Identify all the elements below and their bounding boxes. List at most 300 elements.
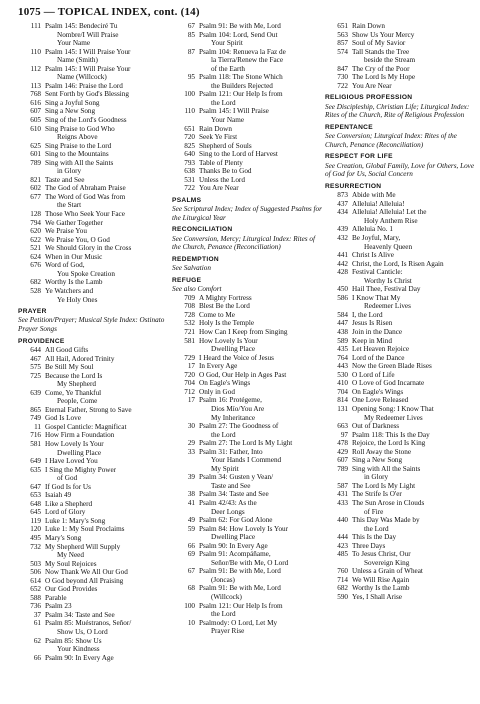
index-entry (18, 560, 168, 569)
index-entry (325, 405, 475, 422)
hymn-title (199, 525, 322, 542)
index-entry (18, 210, 168, 219)
hymn-title-line: Psalm 146: Praise the Lord (45, 81, 123, 90)
hymn-title-line: Name (Smith) (57, 56, 98, 65)
hymn-title-line: Soul of My Savior (352, 39, 406, 48)
index-entry (325, 319, 475, 328)
hymn-title (352, 567, 475, 576)
index-section (325, 183, 475, 602)
hymn-number: 704 (337, 387, 348, 396)
index-section (325, 153, 475, 179)
column-3 (325, 22, 475, 602)
hymn-number: 730 (337, 73, 348, 82)
hymn-title-line: the Lord (211, 610, 236, 619)
cross-reference: See Discipleship, Christian Life; Liturgical Index: Rites of the Church, Rite of Religious Profession (325, 102, 470, 120)
index-entry (172, 22, 322, 31)
hymn-title (45, 48, 168, 65)
hymn-title-line: Nombre/I Will Praise (57, 30, 119, 39)
hymn-number: 131 (337, 404, 348, 413)
hymn-title (45, 483, 168, 492)
section-title: RELIGIOUS PROFESSION (325, 94, 413, 102)
index-section (18, 308, 168, 334)
hymn-title-line: Psalm 42/43: As the (199, 498, 257, 507)
hymn-title (45, 491, 168, 500)
hymn-title-line: Hail Thee, Festival Day (352, 285, 421, 294)
index-entry (325, 354, 475, 363)
index-entry (18, 406, 168, 415)
hymn-number: 708 (184, 302, 195, 311)
hymn-title (199, 328, 322, 337)
hymn-title-line: the Lord (364, 524, 389, 533)
hymn-title (45, 457, 168, 466)
hymn-number: 716 (30, 431, 41, 440)
hymn-number: 624 (30, 252, 41, 261)
index-entry (18, 508, 168, 517)
hymn-title-line: the Builders Rejected (211, 81, 273, 90)
hymn-number: 440 (337, 516, 348, 525)
hymn-title (199, 422, 322, 439)
hymn-title (45, 389, 168, 406)
hymn-title-line: Isaiah 49 (45, 491, 72, 500)
hymn-number: 503 (30, 559, 41, 568)
hymn-title (352, 191, 475, 200)
hymn-title (45, 602, 168, 611)
hymn-number: 120 (30, 525, 41, 534)
hymn-title (352, 362, 475, 371)
index-entry (18, 525, 168, 534)
hymn-title-line: Sing with All the Saints (45, 158, 114, 167)
cross-reference: See Petition/Prayer; Musical Style Index: Ostinato Prayer Songs (18, 316, 165, 333)
hymn-title (45, 414, 168, 423)
hymn-title (45, 107, 168, 116)
hymn-title (45, 244, 168, 253)
hymn-title (352, 388, 475, 397)
hymn-title (45, 594, 168, 603)
hymn-title-line: Psalm 91: Be with Me, Lord (199, 584, 281, 593)
index-entry (325, 362, 475, 371)
hymn-title (199, 379, 322, 388)
hymn-number: 112 (30, 64, 41, 73)
hymn-title (352, 431, 475, 440)
section-title: REFUGE (172, 276, 202, 284)
hymn-number: 620 (30, 227, 41, 236)
index-entry (172, 396, 322, 422)
index-entry (18, 82, 168, 91)
hymn-title-line: Psalm 27: The Lord Is My Light (199, 439, 293, 448)
hymn-number: 10 (187, 618, 195, 627)
hymn-title-line: How Lovely Is Your (45, 439, 104, 448)
index-entry (325, 499, 475, 516)
hymn-title (199, 142, 322, 151)
hymn-title (352, 251, 475, 260)
hymn-number: 435 (337, 345, 348, 354)
hymn-title (45, 278, 168, 287)
hymn-title-line: How Can I Keep from Singing (199, 328, 288, 337)
hymn-title-line: In Every Age (199, 362, 238, 371)
hymn-title (352, 65, 475, 74)
hymn-title-line: Be Joyful, Mary, (352, 234, 401, 243)
hymn-title-line: Ye Holy Ones (57, 295, 98, 304)
hymn-title-line: Festival Canticle: (352, 268, 403, 277)
hymn-title (45, 355, 168, 364)
index-entry (172, 379, 322, 388)
index-entry (325, 22, 475, 31)
index-entry (325, 31, 475, 40)
hymn-title-line: of the Earth (211, 64, 245, 73)
hymn-title (352, 593, 475, 602)
hymn-number: 87 (187, 47, 195, 56)
hymn-title (45, 184, 168, 193)
hymn-number: 847 (337, 64, 348, 73)
hymn-number: 640 (184, 150, 195, 159)
hymn-title (352, 285, 475, 294)
hymn-number: 447 (337, 319, 348, 328)
hymn-title-line: Your Spirit (211, 39, 243, 48)
hymn-number: 110 (184, 107, 195, 116)
hymn-title-line: Holy Anthem Rise (364, 216, 418, 225)
hymn-title-line: Come to Me (199, 310, 235, 319)
hymn-number: 434 (337, 208, 348, 217)
index-entry (18, 176, 168, 185)
hymn-title-line: We Praise You, O God (45, 235, 110, 244)
hymn-title-line: Join in the Dance (352, 328, 403, 337)
hymn-title-line: Psalm 16: Protégeme, (199, 396, 262, 405)
hymn-number: 588 (30, 593, 41, 602)
index-entry (172, 150, 322, 159)
index-entry (325, 490, 475, 499)
hymn-title-line: Only in God (199, 387, 235, 396)
hymn-title-line: All Good Gifts (45, 345, 89, 354)
index-entry (18, 372, 168, 389)
hymn-number: 67 (187, 567, 195, 576)
hymn-title-line: Psalm 118: This Is the Day (352, 430, 430, 439)
hymn-title (199, 133, 322, 142)
hymn-number: 575 (30, 363, 41, 372)
hymn-number: 128 (30, 210, 41, 219)
hymn-title (45, 619, 168, 636)
hymn-title-line: Psalm 145: Bendeciré Tu (45, 22, 118, 30)
index-entry (172, 567, 322, 584)
hymn-number: 652 (30, 585, 41, 594)
section-title: REPENTANCE (325, 123, 373, 131)
hymn-number: 720 (184, 370, 195, 379)
index-entry (172, 337, 322, 354)
hymn-number: 574 (337, 47, 348, 56)
hymn-title-line: If God Is for Us (45, 482, 91, 491)
hymn-title-line: We Praise You (45, 227, 87, 236)
hymn-title-line: Luke 1: My Soul Proclaims (45, 525, 125, 534)
hymn-title (199, 31, 322, 48)
hymn-title-line: Unless the Lord (199, 175, 245, 184)
hymn-title-line: Three Days (352, 541, 386, 550)
hymn-number: 865 (30, 405, 41, 414)
hymn-title-line: Holy Is the Temple (199, 319, 255, 328)
index-entry (325, 593, 475, 602)
hymn-title (199, 490, 322, 499)
hymn-title-line: One Love Released (352, 396, 409, 405)
hymn-title-line: Alleluia! Alleluia! (352, 199, 405, 208)
hymn-title (352, 328, 475, 337)
index-entry (18, 99, 168, 108)
hymn-title-line: Reigns Above (57, 133, 98, 142)
hymn-number: 439 (337, 225, 348, 234)
hymn-title-line: All Hail, Adored Trinity (45, 354, 115, 363)
index-entry (325, 234, 475, 251)
hymn-title-line: Sing a New Song (45, 107, 96, 116)
hymn-title (199, 150, 322, 159)
hymn-number: 584 (337, 310, 348, 319)
hymn-title-line: Show Us, O Lord (57, 628, 108, 636)
hymn-number: 793 (184, 158, 195, 167)
hymn-title-line: Ye Watchers and (45, 286, 94, 295)
hymn-title-line: Rain Down (352, 22, 385, 30)
hymn-title-line: Sing a New Song (352, 456, 403, 465)
hymn-number: 714 (337, 575, 348, 584)
hymn-title-line: Psalm 23 (45, 602, 72, 611)
index-entry (18, 261, 168, 278)
hymn-number: 644 (30, 345, 41, 354)
hymn-number: 97 (340, 430, 348, 439)
hymn-title-line: Let Heaven Rejoice (352, 345, 410, 354)
hymn-title (199, 107, 322, 124)
hymn-number: 732 (30, 542, 41, 551)
hymn-number: 648 (30, 499, 41, 508)
hymn-title-line: Prayer Rise (211, 627, 245, 636)
hymn-number: 601 (30, 150, 41, 159)
index-entry (325, 542, 475, 551)
index-entry (325, 371, 475, 380)
index-entry (18, 457, 168, 466)
index-entry (172, 31, 322, 48)
hymn-number: 610 (30, 124, 41, 133)
index-entry (325, 567, 475, 576)
hymn-title-line: The Word of God Was from (45, 192, 126, 201)
index-entry (18, 346, 168, 355)
hymn-title-line: Shepherd of Souls (199, 141, 252, 150)
index-entry (172, 550, 322, 567)
hymn-title-line: of God (57, 474, 78, 483)
index-entry (18, 65, 168, 82)
hymn-title (45, 82, 168, 91)
hymn-title (45, 611, 168, 620)
hymn-title (352, 73, 475, 82)
hymn-title-line: My Shepherd (57, 380, 96, 389)
hymn-title-line: Lord of Glory (45, 508, 86, 517)
hymn-number: 111 (30, 22, 41, 30)
hymn-title-line: Jesus Is Risen (352, 319, 393, 328)
hymn-title (199, 319, 322, 328)
hymn-number: 760 (337, 567, 348, 576)
hymn-title-line: God Is Love (45, 414, 81, 423)
hymn-number: 589 (337, 336, 348, 345)
index-entry (172, 159, 322, 168)
hymn-title-line: My Soul Rejoices (45, 559, 97, 568)
hymn-title-line: Tall Stands the Tree (352, 47, 410, 56)
hymn-number: 651 (184, 124, 195, 133)
index-entry (18, 491, 168, 500)
hymn-title-line: I, the Lord (352, 310, 383, 319)
hymn-number: 764 (337, 353, 348, 362)
index-entry (18, 568, 168, 577)
hymn-title-line: On Eagle's Wings (352, 387, 404, 396)
index-entry (18, 637, 168, 654)
index-entry (325, 65, 475, 74)
hymn-title-line: Taste and See (45, 175, 85, 184)
hymn-title (199, 337, 322, 354)
index-entry (18, 585, 168, 594)
index-entry (18, 125, 168, 142)
hymn-number: 66 (33, 653, 41, 662)
hymn-title (199, 125, 322, 134)
hymn-title (199, 602, 322, 619)
hymn-title (352, 422, 475, 431)
hymn-number: 39 (187, 473, 195, 482)
hymn-title (199, 362, 322, 371)
hymn-number: 432 (337, 234, 348, 243)
hymn-number: 17 (187, 396, 195, 405)
index-entry (172, 90, 322, 107)
hymn-title-line: Seek Ye First (199, 133, 238, 142)
hymn-title-line: Your Hands I Commend (211, 456, 282, 465)
index-entry (325, 379, 475, 388)
hymn-title-line: I Have Loved You (45, 457, 98, 466)
hymn-title-line: Psalm 27: The Goodness of (199, 422, 279, 431)
cross-reference: See Salvation (172, 264, 211, 273)
hymn-title-line: Psalm 85: Show Us (45, 636, 102, 645)
index-entry (172, 362, 322, 371)
hymn-number: 647 (30, 482, 41, 491)
cross-reference: See Creation, Global Family, Love for Others, Love of God for Us, Social Concern (325, 161, 475, 179)
index-entry (325, 533, 475, 542)
hymn-number: 712 (184, 387, 195, 396)
hymn-number: 638 (184, 167, 195, 176)
index-entry (172, 73, 322, 90)
index-entry (18, 483, 168, 492)
index-entry (172, 176, 322, 185)
hymn-number: 789 (337, 464, 348, 473)
hymn-title-line: My Redeemer Lives (364, 413, 423, 422)
hymn-title-line: Abide with Me (352, 191, 396, 200)
hymn-title-line: Worthy Is Christ (364, 276, 412, 285)
hymn-title (352, 439, 475, 448)
hymn-number: 729 (184, 353, 195, 362)
hymn-title-line: You Are Near (352, 81, 392, 90)
hymn-title-line: Sing to the Mountains (45, 150, 109, 159)
hymn-title-line: Psalm 85: Muéstranos, Señor/ (45, 619, 132, 628)
hymn-number: 68 (187, 584, 195, 593)
hymn-number: 85 (187, 30, 195, 39)
section-title: PRAYER (18, 308, 47, 316)
hymn-title (199, 584, 322, 601)
hymn-title-line: Psalm 145: I Will Praise (199, 107, 269, 116)
index-entry (172, 142, 322, 151)
hymn-number: 444 (337, 533, 348, 542)
hymn-title-line: Yes, I Shall Arise (352, 592, 402, 601)
hymn-title (45, 142, 168, 151)
hymn-title-line: Sing with All the Saints (352, 464, 421, 473)
section-title: RESURRECTION (325, 182, 382, 190)
hymn-title (352, 294, 475, 311)
index-entry (18, 594, 168, 603)
index-entry (18, 107, 168, 116)
hymn-number: 66 (187, 541, 195, 550)
hymn-number: 581 (30, 439, 41, 448)
index-entry (325, 396, 475, 405)
hymn-title (352, 208, 475, 225)
section-title: PROVIDENCE (18, 337, 65, 345)
hymn-number: 437 (337, 199, 348, 208)
hymn-title-line: Because the Lord Is (45, 371, 103, 380)
hymn-title-line: beside the Stream (364, 56, 416, 65)
hymn-title (199, 396, 322, 422)
hymn-title-line: Psalm 34: Gusten y Vean/ (199, 473, 274, 482)
hymn-number: 69 (187, 550, 195, 559)
hymn-number: 441 (337, 251, 348, 260)
hymn-number: 722 (337, 81, 348, 90)
index-entry (18, 142, 168, 151)
hymn-title-line: Sing Praise to the Lord (45, 141, 112, 150)
hymn-number: 531 (184, 175, 195, 184)
index-entry (325, 422, 475, 431)
hymn-number: 736 (30, 602, 41, 611)
hymn-title-line: Parable (45, 593, 67, 602)
hymn-title-line: the Start (57, 201, 82, 210)
hymn-number: 590 (337, 592, 348, 601)
hymn-title-line: Now Thank We All Our God (45, 568, 128, 577)
hymn-title (352, 260, 475, 269)
section-title: RESPECT FOR LIFE (325, 153, 393, 161)
index-entry (325, 456, 475, 465)
index-entry (18, 355, 168, 364)
hymn-title-line: Dwelling Place (211, 345, 256, 354)
hymn-title (45, 534, 168, 543)
hymn-title-line: Name (Willcock) (57, 73, 107, 82)
index-entry (18, 193, 168, 210)
hymn-number: 720 (184, 133, 195, 142)
hymn-title (199, 294, 322, 303)
index-section (18, 338, 168, 663)
hymn-title (45, 585, 168, 594)
hymn-number: 581 (184, 336, 195, 345)
hymn-title-line: Come, Ye Thankful (45, 388, 102, 397)
index-entry (325, 208, 475, 225)
hymn-title (352, 584, 475, 593)
index-entry (172, 125, 322, 134)
index-entry (172, 354, 322, 363)
index-entry (172, 388, 322, 397)
hymn-title-line: How Lovely Is Your (199, 336, 258, 345)
hymn-title-line: O Love of God Incarnate (352, 379, 425, 388)
hymn-number: 41 (187, 498, 195, 507)
hymn-title (352, 516, 475, 533)
index-entry (325, 191, 475, 200)
index-entry (172, 319, 322, 328)
hymn-number: 438 (337, 328, 348, 337)
hymn-title-line: Dwelling Place (57, 448, 102, 457)
index-entry (18, 184, 168, 193)
index-entry (325, 439, 475, 448)
index-entry (325, 48, 475, 65)
hymn-title-line: Señor/Be with Me, O Lord (211, 558, 289, 567)
index-entry (18, 363, 168, 372)
hymn-title (45, 654, 168, 663)
hymn-title-line: Psalm 104: Lord, Send Out (199, 30, 278, 39)
hymn-title-line: You Spoke Creation (57, 269, 115, 278)
hymn-title-line: The Cry of the Poor (352, 64, 410, 73)
hymn-number: 728 (184, 310, 195, 319)
hymn-title (45, 210, 168, 219)
hymn-number: 442 (337, 259, 348, 268)
